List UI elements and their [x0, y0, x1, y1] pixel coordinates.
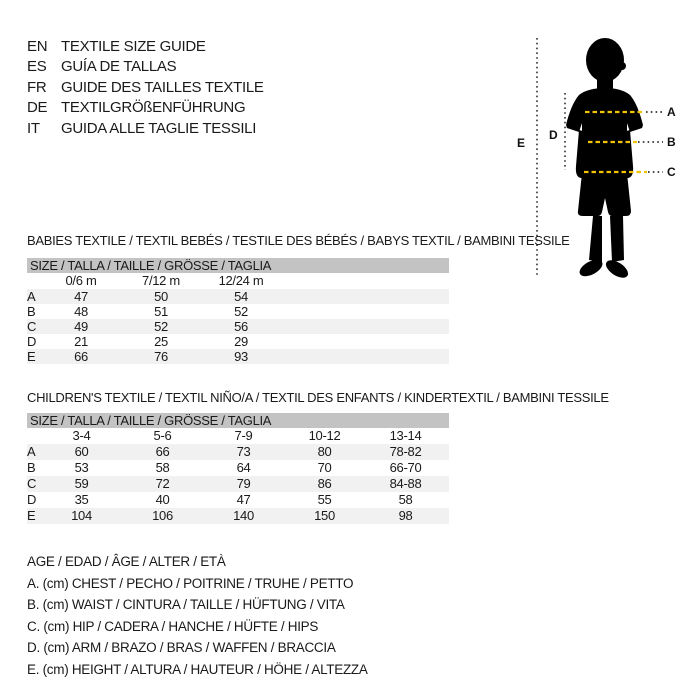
row-label: B — [27, 304, 36, 319]
row-label: A — [27, 444, 36, 459]
legend-line-age: AGE / EDAD / ÂGE / ALTER / ETÀ — [27, 554, 226, 569]
table-cell: 58 — [398, 492, 413, 507]
table-cell: 59 — [74, 476, 89, 491]
language-row-es — [27, 57, 264, 78]
table-cell: 47 — [236, 492, 251, 507]
legend-line-arm: D. (cm) ARM / BRAZO / BRAS / WAFFEN / BRACCIA — [27, 640, 336, 655]
figure-label-e: E — [517, 136, 525, 150]
table-cell: 49 — [74, 319, 88, 334]
language-row-it — [27, 118, 264, 139]
row-label: E — [27, 508, 36, 523]
figure-label-a: A — [667, 105, 676, 119]
table-cell: 48 — [74, 304, 88, 319]
language-code: EN — [27, 37, 48, 55]
language-title: TEXTILE SIZE GUIDE — [61, 37, 206, 55]
column-header: 7/12 m — [142, 273, 180, 288]
measurement-legend — [27, 551, 368, 680]
figure-label-b: B — [667, 135, 676, 149]
table-cell: 51 — [154, 304, 168, 319]
row-label: C — [27, 476, 37, 491]
language-row-fr — [27, 77, 264, 98]
table-cell: 55 — [317, 492, 332, 507]
table-cell: 106 — [152, 508, 173, 523]
table-cell: 84-88 — [389, 476, 422, 491]
language-row-de — [27, 98, 264, 119]
table-cell: 104 — [71, 508, 92, 523]
figure-label-d: D — [549, 128, 558, 142]
corner-cell — [27, 428, 41, 444]
language-title: GUIDE DES TAILLES TEXTILE — [61, 78, 264, 96]
column-header: 10-12 — [308, 428, 341, 443]
figure-label-c: C — [667, 165, 676, 179]
table-cell: 66-70 — [389, 460, 422, 475]
children-section-title: CHILDREN'S TEXTILE / TEXTIL NIÑO/A / TEXTIL DES ENFANTS / KINDERTEXTIL / BAMBINI TESSILE — [27, 390, 609, 405]
row-label: D — [27, 334, 37, 349]
language-title: GUIDA ALLE TAGLIE TESSILI — [61, 119, 257, 137]
corner-cell — [27, 273, 41, 289]
children-size-table — [27, 413, 449, 524]
table-row — [27, 476, 449, 492]
table-row — [27, 444, 449, 460]
column-header: 13-14 — [389, 428, 422, 443]
table-cell: 86 — [317, 476, 332, 491]
row-label: A — [27, 289, 36, 304]
column-header: 3-4 — [72, 428, 91, 443]
table-row — [27, 460, 449, 476]
table-cell: 29 — [234, 334, 248, 349]
row-label: D — [27, 492, 37, 507]
babies-size-table — [27, 258, 449, 364]
language-title: TEXTILGRÖßENFÜHRUNG — [61, 99, 246, 117]
language-code: ES — [27, 58, 47, 76]
column-header: 0/6 m — [65, 273, 97, 288]
table-cell: 76 — [154, 349, 168, 364]
language-code: FR — [27, 78, 47, 96]
table-cell: 93 — [234, 349, 248, 364]
legend-line-waist: B. (cm) WAIST / CINTURA / TAILLE / HÜFTUNG / VITA — [27, 597, 345, 612]
table-cell: 64 — [236, 460, 251, 475]
table-cell: 56 — [234, 319, 248, 334]
table-row — [27, 492, 449, 508]
table-cell: 52 — [154, 319, 168, 334]
table-cell: 25 — [154, 334, 168, 349]
table-cell: 47 — [74, 289, 88, 304]
babies-column-headers — [27, 273, 449, 289]
table-cell: 98 — [398, 508, 413, 523]
table-cell: 54 — [234, 289, 248, 304]
table-cell: 70 — [317, 460, 332, 475]
table-cell: 58 — [155, 460, 170, 475]
table-cell: 60 — [74, 444, 89, 459]
legend-line-chest: A. (cm) CHEST / PECHO / POITRINE / TRUHE / PETTO — [27, 575, 354, 591]
table-row — [27, 304, 449, 319]
table-cell: 50 — [154, 289, 168, 304]
language-title: GUÍA DE TALLAS — [61, 58, 177, 76]
table-cell: 35 — [74, 492, 89, 507]
table-row — [27, 334, 449, 349]
legend-line-height: E. (cm) HEIGHT / ALTURA / HAUTEUR / HÖHE / ALTEZZA — [27, 661, 368, 677]
table-cell: 73 — [236, 444, 251, 459]
child-silhouette-icon — [566, 38, 643, 281]
children-column-headers — [27, 428, 449, 444]
children-size-header-bar: SIZE / TALLA / TAILLE / GRÖSSE / TAGLIA — [27, 413, 449, 428]
babies-size-header-bar: SIZE / TALLA / TAILLE / GRÖSSE / TAGLIA — [27, 258, 449, 273]
column-header: 7-9 — [234, 428, 253, 443]
language-code: IT — [27, 119, 40, 137]
table-cell: 66 — [74, 349, 88, 364]
row-label: B — [27, 460, 36, 475]
row-label: E — [27, 349, 36, 364]
table-cell: 150 — [314, 508, 335, 523]
table-row — [27, 508, 449, 524]
table-cell: 80 — [317, 444, 332, 459]
column-header: 12/24 m — [218, 273, 264, 288]
table-cell: 79 — [236, 476, 251, 491]
column-header: 5-6 — [153, 428, 172, 443]
legend-line-hip: C. (cm) HIP / CADERA / HANCHE / HÜFTE / HIPS — [27, 618, 319, 634]
table-cell: 21 — [74, 334, 88, 349]
language-code: DE — [27, 99, 48, 117]
table-cell: 72 — [155, 476, 170, 491]
table-cell: 52 — [234, 304, 248, 319]
row-label: C — [27, 319, 37, 334]
table-row — [27, 349, 449, 364]
table-cell: 40 — [155, 492, 170, 507]
table-cell: 140 — [233, 508, 254, 523]
table-row — [27, 289, 449, 304]
table-row — [27, 319, 449, 334]
language-row-en — [27, 36, 264, 57]
table-cell: 78-82 — [389, 444, 422, 459]
babies-section-title: BABIES TEXTILE / TEXTIL BEBÉS / TESTILE DES BÉBÉS / BABYS TEXTIL / BAMBINI TESSILE — [27, 233, 570, 248]
table-cell: 53 — [74, 460, 89, 475]
language-title-list — [27, 36, 264, 139]
table-cell: 66 — [155, 444, 170, 459]
